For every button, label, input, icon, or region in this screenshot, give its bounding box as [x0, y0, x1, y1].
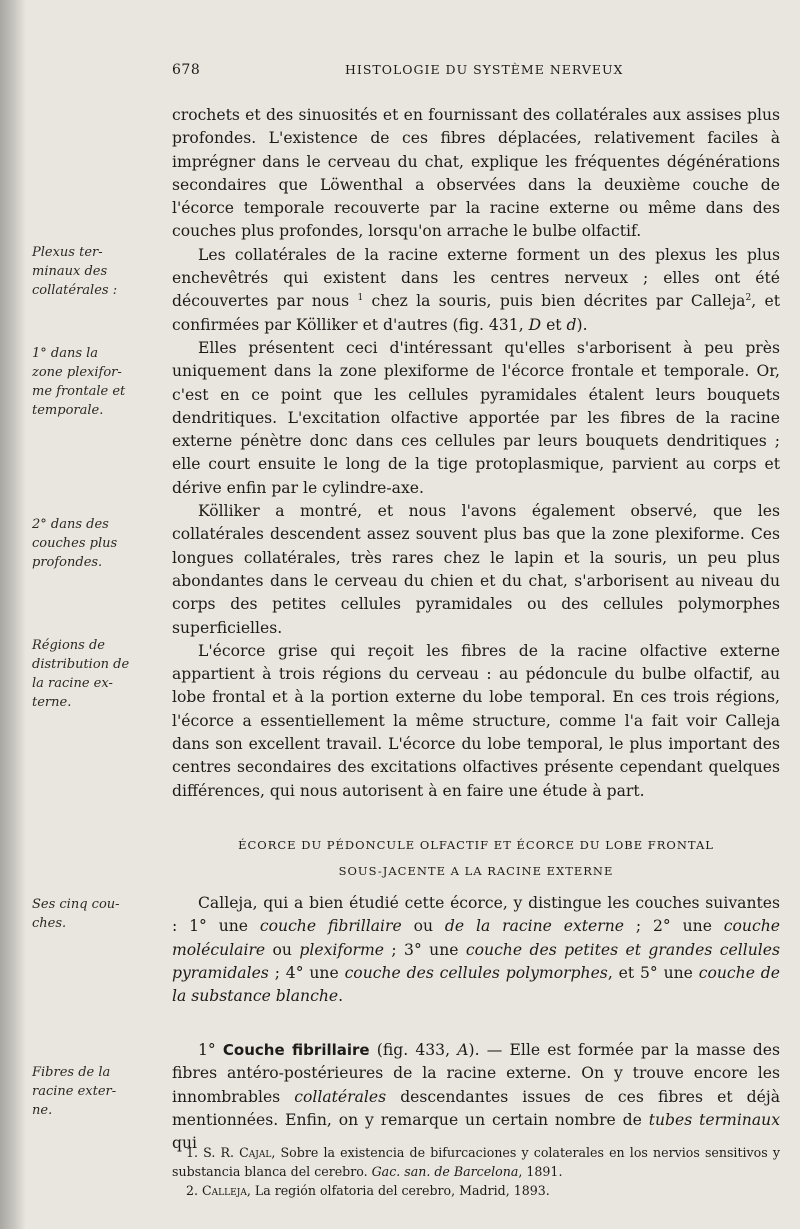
margin-line: racine exter-	[32, 1084, 117, 1099]
paragraph	[172, 244, 780, 337]
margin-line: zone plexifor-	[32, 365, 122, 380]
footnote	[172, 1181, 780, 1200]
text-run: descendantes issues de ces fibres et déjà mentionnées. Enfin, on y remarque un certain nombre de	[172, 1087, 780, 1129]
footnote-ref: 1	[357, 293, 364, 304]
text-run: couche de la substance blanche	[172, 963, 780, 1006]
text-run: Calleja, qui a bien étudié cette écorce, y distingue les couches suivantes : 1° une	[172, 894, 780, 936]
text-run: ; 2° une	[624, 917, 724, 936]
paragraph: L'écorce grise qui reçoit les fibres de la racine olfactive externe appartient à trois régions du cerveau : au pédoncule du bulbe olfactif, au lobe frontal et à la portion externe du lobe temporal. En ces trois régions, l'écorce a essentiellement la même structure, comme l'a fait voir Calleja dans son excellent travail. L'écorce du lobe temporal, le plus important des centres secondaires des excitations olfactives présente cependant quelques différences, qui nous autorisent à en faire une étude à part.	[172, 641, 780, 800]
paragraph: Kölliker a montré, et nous l'avons également observé, que les collatérales descendent assez souvent plus bas que la zone plexiforme. Ces longues collatérales, très rares chez le lapin et la souris, un peu plus abondantes dans le cerveau du chien et du chat, s'arborisent au niveau du corps des petites cellules pyramidales ou des cellules polymorphes superficielles.	[172, 502, 780, 637]
paragraph: Elles présentent ceci d'intéressant qu'elles s'arborisent à peu près uniquement dans la zone plexiforme de l'écorce frontale et temporale. Or, c'est en ce point que les cellules pyramidales étalent leurs bouquets dendritiques. L'excitation olfactive apportée par les fibres de la racine externe pénètre donc dans ces cellules par leurs bouquets dendritiques ; elle court ensuite le long de la tige protoplasmique, parvient au corps et dérive enfin par le cylindre-axe.	[172, 338, 780, 497]
text-run: D	[528, 315, 542, 334]
subsection-heading: Couche fibrillaire	[222, 1041, 370, 1059]
main-text	[172, 104, 780, 803]
margin-line: me frontale et	[32, 384, 126, 399]
text-run: Les collatérales de la racine externe forment un des plexus les plus enchevêtrés qui existent dans les centres nerveux ; elles ont été découvertes par nous	[172, 245, 780, 311]
margin-line: minaux des	[32, 264, 108, 279]
text-run: , La región olfatoria del cerebro, Madrid, 1893.	[246, 1183, 550, 1198]
margin-note-couches-profondes	[32, 515, 152, 572]
couche-fibrillaire-paragraph	[172, 1039, 780, 1155]
margin-line: terne.	[32, 695, 72, 710]
text-run: , Sobre la existencia de bifurcaciones y colaterales en los nervios sensitivos y substancia blanca del cerebro.	[172, 1145, 780, 1179]
text-run: ; 3° une	[383, 940, 466, 959]
margin-line: temporale.	[32, 403, 104, 418]
margin-line: la racine ex-	[32, 676, 113, 691]
footnote-number: 2.	[186, 1183, 199, 1198]
margin-line: 1° dans la	[32, 346, 99, 361]
text-run: tubes terminaux	[648, 1110, 780, 1129]
running-header	[0, 62, 800, 86]
text-run: couche des petites et grandes cellules pyramidales	[172, 940, 780, 982]
footnote-author: Calleja	[202, 1183, 247, 1198]
footnote-ref: 2	[745, 293, 752, 304]
text-run: plexiforme	[299, 940, 384, 959]
text-run: Gac. san. de Barcelona	[371, 1164, 519, 1179]
text-run: 1°	[198, 1041, 216, 1059]
margin-note-plexus	[32, 243, 152, 300]
text-run: ).	[576, 315, 588, 334]
text-run: ). — Elle est formée par la masse des fibres antéro-postérieures de la racine externe. On y trouve encore les innombrables	[172, 1041, 780, 1106]
margin-line: 2° dans des	[32, 517, 109, 532]
text-run: , 1891.	[518, 1164, 563, 1179]
text-run: de la racine externe	[444, 917, 625, 936]
couches-paragraph	[172, 892, 780, 1008]
margin-line: collatérales :	[32, 283, 118, 298]
text-run: ou	[401, 917, 445, 936]
text-run: d	[566, 315, 577, 334]
margin-note-cinq-couches	[32, 895, 152, 933]
text-run: , et 5° une	[607, 963, 699, 982]
margin-line: Fibres de la	[32, 1065, 111, 1080]
text-run: .	[338, 987, 344, 1006]
margin-line: profondes.	[32, 555, 103, 570]
text-run: et	[541, 315, 567, 334]
margin-line: Régions de	[32, 638, 105, 653]
margin-line: ches.	[32, 916, 67, 931]
text-run: couche moléculaire	[172, 917, 780, 959]
text-run: ou	[265, 940, 300, 959]
margin-line: ne.	[32, 1103, 53, 1118]
page-number: 678	[172, 62, 201, 78]
text-run: , et confirmées par Kölliker et d'autres (fig. 431,	[172, 292, 780, 334]
margin-note-fibres-racine	[32, 1063, 152, 1120]
text-run: couche des cellules polymorphes	[344, 963, 608, 982]
paragraph	[172, 892, 780, 1008]
margin-line: Plexus ter-	[32, 245, 103, 260]
text-run: A	[457, 1041, 469, 1059]
section-title-line: SOUS-JACENTE A LA RACINE EXTERNE	[338, 864, 614, 878]
section-title-line: ÉCORCE DU PÉDONCULE OLFACTIF ET ÉCORCE DU LOBE FRONTAL	[238, 838, 714, 852]
margin-line: distribution de	[32, 657, 130, 672]
footnotes	[172, 1143, 780, 1200]
running-title: HISTOLOGIE DU SYSTÈME NERVEUX	[345, 62, 624, 77]
text-run: (fig. 433,	[369, 1041, 458, 1059]
section-title	[172, 832, 780, 884]
paragraph	[172, 1039, 780, 1155]
text-run: couche fibrillaire	[259, 917, 402, 936]
footnote-author: Cajal	[239, 1145, 272, 1160]
text-run: qui	[172, 1134, 198, 1153]
margin-note-zone-plexiforme	[32, 344, 152, 420]
text-run: chez la souris, puis bien décrites par Calleja	[363, 292, 746, 311]
text-run: collatérales	[294, 1087, 387, 1106]
text-run: ; 4° une	[268, 963, 345, 982]
paragraph: crochets et des sinuosités et en fournissant des collatérales aux assises plus profondes. L'existence de ces fibres déplacées, relativement faciles à imprégner dans le cerveau du chat, explique les fréquentes dégénérations secondaires que Löwenthal a observées dans la deuxième couche de l'écorce temporale recouverte par la racine externe ou même dans des couches plus profondes, lorsqu'on arrache le bulbe olfactif.	[172, 106, 780, 241]
margin-note-regions	[32, 636, 152, 712]
margin-line: couches plus	[32, 536, 118, 551]
footnote	[172, 1143, 780, 1181]
margin-line: Ses cinq cou-	[32, 897, 120, 912]
footnote-number: 1. S. R.	[186, 1145, 234, 1160]
